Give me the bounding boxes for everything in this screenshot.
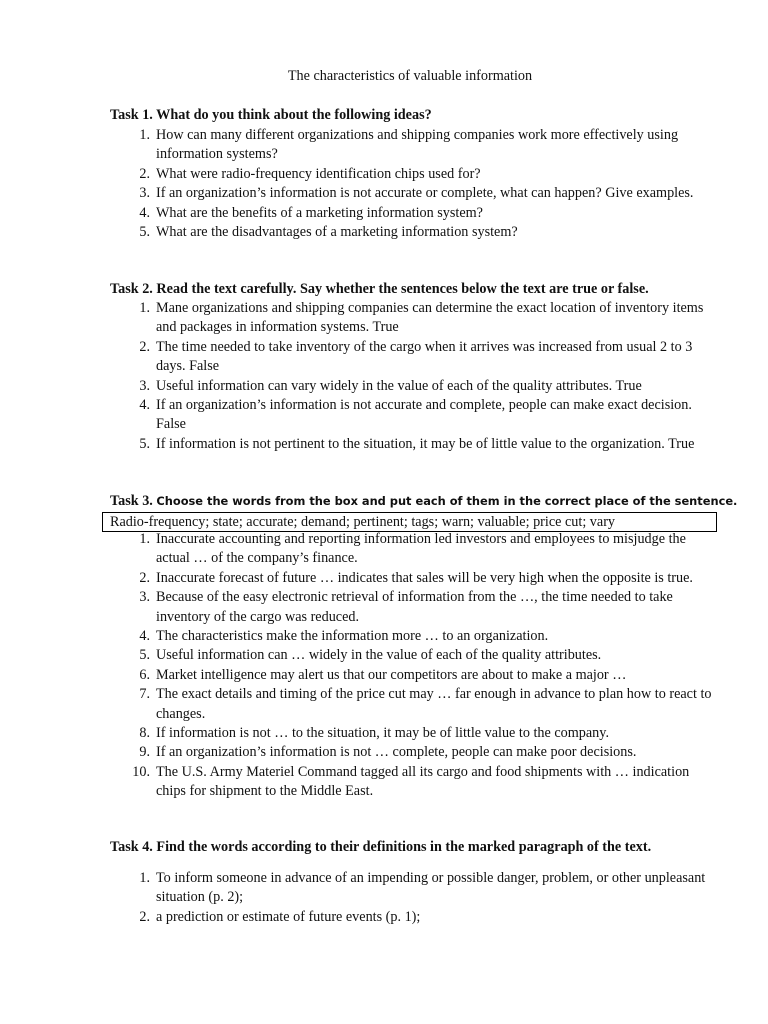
task1-label: Task 1. [110, 107, 153, 123]
list-item: 3. Useful information can vary widely in the value of each of the quality attributes. True [139, 377, 642, 394]
list-item: 1. Inaccurate accounting and reporting information led investors and employees to misjudge the actual … of the company’s finance. [139, 531, 686, 567]
list-item: 2. What were radio-frequency identification chips used for? [139, 165, 481, 182]
task4-list [0, 869, 716, 927]
list-item: 2. Inaccurate forecast of future … indicates that sales will be very high when the opposite is true. [139, 569, 693, 586]
list-item: 5. Useful information can … widely in the value of each of the quality attributes. [139, 647, 602, 664]
list-item: 2. The time needed to take inventory of the cargo when it arrives was increased from usual 2 to 3 days. False [139, 338, 693, 375]
list-item: 4. What are the benefits of a marketing information system? [139, 204, 483, 221]
list-item: 1. Mane organizations and shipping companies can determine the exact location of inventory items and packages in information systems. True [139, 300, 704, 336]
list-item: 7. The exact details and timing of the price cut may … far enough in advance to plan how to react to changes. [139, 686, 712, 722]
list-item: 6. Market intelligence may alert us that our competitors are about to make a major … [139, 666, 627, 683]
list-item: 1. To inform someone in advance of an impending or possible danger, problem, or other unpleasant situation (p. 2); [139, 870, 706, 906]
task1-heading [110, 106, 432, 125]
task3-label: Task 3. [110, 493, 153, 509]
task2-heading-text: Read the text carefully. Say whether the sentences below the text are true or false. [156, 281, 649, 297]
task3-list [0, 530, 716, 802]
list-item: 1. How can many different organizations and shipping companies work more effectively using information systems? [139, 127, 679, 163]
list-item: 4. The characteristics make the information more … to an organization. [139, 628, 549, 645]
page-title: The characteristics of valuable information [287, 68, 533, 84]
list-item: 5. What are the disadvantages of a marketing information system? [139, 224, 518, 241]
list-item: 4. If an organization’s information is not accurate and complete, people can make exact decision. False [139, 397, 692, 433]
task4-heading-text: Find the words according to their definitions in the marked paragraph of the text. [156, 839, 652, 855]
task2-list [0, 299, 716, 454]
list-item: 10. The U.S. Army Materiel Command tagged all its cargo and food shipments with … indication chips for shipment to the Middle East. [132, 763, 690, 800]
list-item: 5. If information is not pertinent to the situation, it may be of little value to the organization. True [139, 435, 695, 452]
list-item: 2. a prediction or estimate of future events (p. 1); [139, 908, 421, 925]
task3-heading [110, 492, 737, 511]
task2-label: Task 2. [110, 281, 153, 297]
task4-label: Task 4. [110, 839, 153, 855]
list-item: 9. If an organization’s information is not … complete, people can make poor decisions. [139, 744, 637, 761]
task2-heading [110, 280, 649, 299]
word-box: Radio-frequency; state; accurate; demand; pertinent; tags; warn; valuable; price cut; vary [102, 512, 717, 532]
task1-heading-text: What do you think about the following ideas? [156, 107, 432, 123]
list-item: 3. If an organization’s information is not accurate or complete, what can happen? Give examples. [139, 185, 694, 202]
list-item: 8. If information is not … to the situation, it may be of little value to the company. [139, 725, 609, 742]
task3-heading-text: Choose the words from the box and put each of them in the correct place of the sentence. [156, 494, 738, 508]
task4-heading [110, 838, 651, 857]
list-item: 3. Because of the easy electronic retrieval of information from the …, the time needed to take inventory of the cargo was reduced. [139, 589, 673, 625]
task1-list [0, 126, 716, 242]
